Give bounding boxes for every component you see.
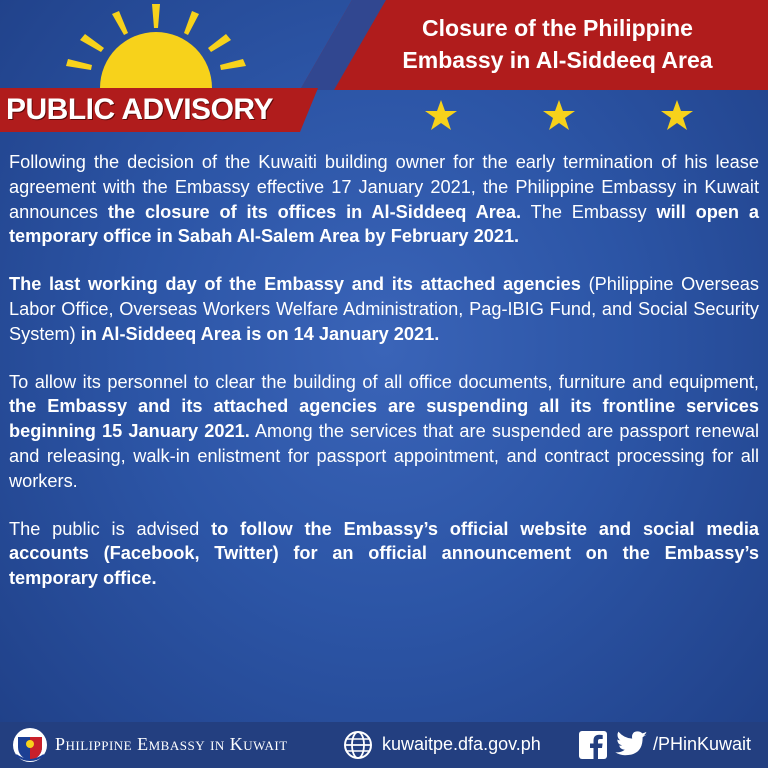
paragraph-3: To allow its personnel to clear the building of all office documents, furniture and equipment, the Embassy and its attached agencies are suspending all its frontline services beginning 15 January 2021. Among the services that are suspended are passport renewal and releasing, walk-in enlistment for passport appointment, and contract processing for all workers. bbox=[9, 371, 759, 491]
paragraph-4: The public is advised to follow the Embassy’s official website and social media accounts (Facebook, Twitter) for an official announcement on the Embassy’s temporary office. bbox=[9, 518, 759, 589]
footer-bar bbox=[0, 722, 768, 768]
advisory-title bbox=[355, 12, 760, 76]
star-icon bbox=[424, 98, 458, 132]
advisory-body bbox=[9, 150, 759, 614]
star-icon bbox=[660, 98, 694, 132]
embassy-seal-icon bbox=[12, 727, 48, 763]
website-link[interactable]: kuwaitpe.dfa.gov.ph bbox=[382, 734, 541, 754]
title-line-1: Closure of the Philippine bbox=[422, 15, 693, 41]
paragraph-1: Following the decision of the Kuwaiti building owner for the early termination of his lease agreement with the Embassy effective 17 January 2021, the Philippine Embassy in Kuwait announces the closure of its offices in Al-Siddeeq Area. The Embassy will open a temporary office in Sabah Al-Salem Area by February 2021. bbox=[9, 152, 760, 247]
social-handle[interactable]: /PHinKuwait bbox=[653, 734, 752, 754]
title-line-2: Embassy in Al-Siddeeq Area bbox=[402, 47, 713, 73]
paragraph-2: The last working day of the Embassy and its attached agencies (Philippine Overseas Labor Office, Overseas Workers Welfare Administration, Pag-IBIG Fund, and Social Security System) in Al-Siddeeq Area is on 14 January 2021. bbox=[9, 274, 759, 344]
embassy-name: Philippine Embassy in Kuwait bbox=[55, 734, 288, 754]
twitter-icon[interactable] bbox=[614, 731, 648, 759]
globe-icon bbox=[343, 730, 373, 760]
star-icon bbox=[542, 98, 576, 132]
facebook-icon[interactable] bbox=[578, 730, 608, 760]
public-advisory-label: PUBLIC ADVISORY bbox=[6, 93, 273, 126]
sun-icon bbox=[66, 4, 246, 88]
